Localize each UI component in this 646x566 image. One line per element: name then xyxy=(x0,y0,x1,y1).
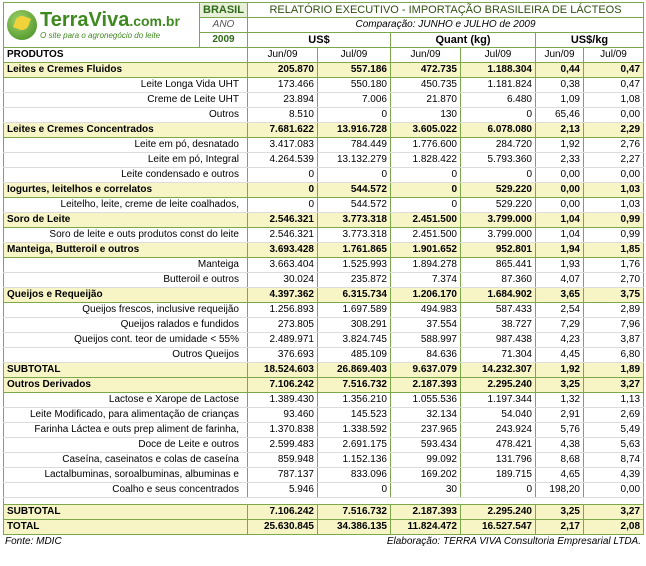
table-row xyxy=(4,168,644,183)
row-value: 3.773.318 xyxy=(318,228,391,243)
row-value: 1,94 xyxy=(536,243,584,258)
row-value: 30 xyxy=(391,483,461,498)
row-value: 7.681.622 xyxy=(248,123,318,138)
row-label: Outros Queijos xyxy=(4,348,248,363)
row-value: 485.109 xyxy=(318,348,391,363)
row-label: Outros xyxy=(4,108,248,123)
table-row xyxy=(4,483,644,498)
col-usdkg-header: US$/kg xyxy=(536,33,644,48)
table-row xyxy=(4,333,644,348)
row-value: 1,92 xyxy=(536,363,584,378)
row-value: 0,00 xyxy=(536,168,584,183)
row-value: 2.451.500 xyxy=(391,213,461,228)
row-value: 9.637.079 xyxy=(391,363,461,378)
row-value: 859.948 xyxy=(248,453,318,468)
row-value: 1.256.893 xyxy=(248,303,318,318)
row-value: 494.983 xyxy=(391,303,461,318)
row-value: 2,33 xyxy=(536,153,584,168)
row-value: 1.370.838 xyxy=(248,423,318,438)
row-label: Doce de Leite e outros xyxy=(4,438,248,453)
row-value: 2.489.971 xyxy=(248,333,318,348)
row-value: 1.055.536 xyxy=(391,393,461,408)
row-label: Manteiga, Butteroil e outros xyxy=(4,243,248,258)
row-value: 4,07 xyxy=(536,273,584,288)
row-value: 2.546.321 xyxy=(248,213,318,228)
row-value: 2,70 xyxy=(584,273,644,288)
row-value: 1.206.170 xyxy=(391,288,461,303)
table-row xyxy=(4,393,644,408)
row-value: 0,00 xyxy=(584,483,644,498)
row-value: 1,76 xyxy=(584,258,644,273)
row-value: 1.776.600 xyxy=(391,138,461,153)
row-value: 65,46 xyxy=(536,108,584,123)
row-value: 6.315.734 xyxy=(318,288,391,303)
table-row xyxy=(4,273,644,288)
row-value: 3.799.000 xyxy=(461,213,536,228)
row-value: 4,39 xyxy=(584,468,644,483)
row-label: TOTAL xyxy=(4,520,248,535)
row-label: Queijos ralados e fundidos xyxy=(4,318,248,333)
section-row xyxy=(4,213,644,228)
row-value: 2,29 xyxy=(584,123,644,138)
row-value: 23.894 xyxy=(248,93,318,108)
table-row xyxy=(4,198,644,213)
row-value: 1.684.902 xyxy=(461,288,536,303)
row-value: 21.870 xyxy=(391,93,461,108)
section-row xyxy=(4,183,644,198)
row-value: 550.180 xyxy=(318,78,391,93)
report-table xyxy=(3,2,644,535)
row-value: 14.232.307 xyxy=(461,363,536,378)
year-label: ANO xyxy=(200,18,248,33)
row-value: 2,27 xyxy=(584,153,644,168)
row-label: Leite em pó, Integral xyxy=(4,153,248,168)
country-label: BRASIL xyxy=(200,3,248,18)
row-value: 7.106.242 xyxy=(248,505,318,520)
row-value: 3.417.083 xyxy=(248,138,318,153)
row-value: 130 xyxy=(391,108,461,123)
row-value: 2.187.393 xyxy=(391,505,461,520)
row-value: 2.599.483 xyxy=(248,438,318,453)
row-value: 205.870 xyxy=(248,63,318,78)
row-value: 3,75 xyxy=(584,288,644,303)
row-value: 7.106.242 xyxy=(248,378,318,393)
col-usd-header: US$ xyxy=(248,33,391,48)
table-row xyxy=(4,423,644,438)
row-value: 3,27 xyxy=(584,378,644,393)
row-value: 235.872 xyxy=(318,273,391,288)
row-value: 3.605.022 xyxy=(391,123,461,138)
row-value: 376.693 xyxy=(248,348,318,363)
row-value: 7,96 xyxy=(584,318,644,333)
table-row xyxy=(4,153,644,168)
row-value: 0,38 xyxy=(536,78,584,93)
logo-brand: TerraViva xyxy=(40,9,130,31)
row-value: 5,63 xyxy=(584,438,644,453)
row-value: 71.304 xyxy=(461,348,536,363)
row-value: 1.697.589 xyxy=(318,303,391,318)
row-label: Butteroil e outros xyxy=(4,273,248,288)
row-value: 4,38 xyxy=(536,438,584,453)
row-value: 243.924 xyxy=(461,423,536,438)
row-value: 0 xyxy=(391,198,461,213)
row-value: 32.134 xyxy=(391,408,461,423)
row-value: 99.092 xyxy=(391,453,461,468)
row-value: 1.197.344 xyxy=(461,393,536,408)
row-label: Leite Modificado, para alimentação de crianças xyxy=(4,408,248,423)
row-value: 54.040 xyxy=(461,408,536,423)
row-value: 189.715 xyxy=(461,468,536,483)
row-value: 3,65 xyxy=(536,288,584,303)
row-value: 0,00 xyxy=(536,183,584,198)
report-title: RELATÓRIO EXECUTIVO - IMPORTAÇÃO BRASILEIRA DE LÁCTEOS xyxy=(248,3,644,18)
row-value: 1,13 xyxy=(584,393,644,408)
table-row xyxy=(4,438,644,453)
row-value: 3,25 xyxy=(536,378,584,393)
row-label: Caseína, caseinatos e colas de caseína xyxy=(4,453,248,468)
row-value: 0 xyxy=(391,168,461,183)
table-row xyxy=(4,78,644,93)
row-value: 987.438 xyxy=(461,333,536,348)
table-row xyxy=(4,318,644,333)
row-label: Leite em pó, desnatado xyxy=(4,138,248,153)
row-value: 38.727 xyxy=(461,318,536,333)
footer-credit: Elaboração: TERRA VIVA Consultoria Empresarial LTDA. xyxy=(386,536,641,547)
row-value: 3,27 xyxy=(584,505,644,520)
row-value: 529.220 xyxy=(461,198,536,213)
row-value: 0 xyxy=(248,183,318,198)
row-value: 25.630.845 xyxy=(248,520,318,535)
row-value: 472.735 xyxy=(391,63,461,78)
footer xyxy=(3,535,643,548)
row-value: 2,17 xyxy=(536,520,584,535)
row-value: 0 xyxy=(461,168,536,183)
row-value: 1.901.652 xyxy=(391,243,461,258)
table-row xyxy=(4,138,644,153)
row-value: 1.338.592 xyxy=(318,423,391,438)
row-value: 2,54 xyxy=(536,303,584,318)
row-value: 1.894.278 xyxy=(391,258,461,273)
row-value: 2,08 xyxy=(584,520,644,535)
leaf-icon xyxy=(7,10,37,40)
section-row xyxy=(4,63,644,78)
section-row xyxy=(4,378,644,393)
period-header: Jul/09 xyxy=(584,48,644,63)
row-value: 478.421 xyxy=(461,438,536,453)
row-value: 2.691.175 xyxy=(318,438,391,453)
row-value: 0 xyxy=(248,198,318,213)
row-value: 7.374 xyxy=(391,273,461,288)
row-value: 7,29 xyxy=(536,318,584,333)
row-value: 6.480 xyxy=(461,93,536,108)
row-value: 0,00 xyxy=(584,108,644,123)
row-value: 273.805 xyxy=(248,318,318,333)
row-value: 6.078.080 xyxy=(461,123,536,138)
section-row xyxy=(4,243,644,258)
table-row xyxy=(4,408,644,423)
row-label: Queijos frescos, inclusive requeijão xyxy=(4,303,248,318)
row-value: 0,99 xyxy=(584,228,644,243)
row-value: 0,99 xyxy=(584,213,644,228)
row-value: 544.572 xyxy=(318,183,391,198)
row-label: Leites e Cremes Fluidos xyxy=(4,63,248,78)
spacer-cell xyxy=(4,498,644,505)
row-label: Leite condensado e outros xyxy=(4,168,248,183)
row-value: 7.516.732 xyxy=(318,505,391,520)
row-label: Queijos cont. teor de umidade < 55% xyxy=(4,333,248,348)
row-value: 8.510 xyxy=(248,108,318,123)
row-value: 3,25 xyxy=(536,505,584,520)
report-subtitle: Comparação: JUNHO e JULHO de 2009 xyxy=(248,18,644,33)
row-value: 30.024 xyxy=(248,273,318,288)
row-value: 587.433 xyxy=(461,303,536,318)
row-value: 529.220 xyxy=(461,183,536,198)
table-row xyxy=(4,258,644,273)
row-value: 1,85 xyxy=(584,243,644,258)
row-value: 1,32 xyxy=(536,393,584,408)
row-value: 787.137 xyxy=(248,468,318,483)
row-value: 3.663.404 xyxy=(248,258,318,273)
row-value: 87.360 xyxy=(461,273,536,288)
row-value: 1,03 xyxy=(584,183,644,198)
row-value: 2,13 xyxy=(536,123,584,138)
row-value: 2,76 xyxy=(584,138,644,153)
row-label: Queijos e Requeijão xyxy=(4,288,248,303)
row-value: 0 xyxy=(461,108,536,123)
row-value: 2.546.321 xyxy=(248,228,318,243)
row-value: 1,04 xyxy=(536,213,584,228)
logo-tagline: O site para o agronegócio do leite xyxy=(40,31,161,40)
row-value: 4.264.539 xyxy=(248,153,318,168)
row-label: Leite Longa Vida UHT xyxy=(4,78,248,93)
row-value: 5.946 xyxy=(248,483,318,498)
subtotal-row xyxy=(4,363,644,378)
row-label: SUBTOTAL xyxy=(4,363,248,378)
row-value: 4.397.362 xyxy=(248,288,318,303)
row-value: 3.773.318 xyxy=(318,213,391,228)
row-value: 2.295.240 xyxy=(461,378,536,393)
row-value: 1.188.304 xyxy=(461,63,536,78)
row-value: 4,23 xyxy=(536,333,584,348)
row-value: 26.869.403 xyxy=(318,363,391,378)
row-value: 7.516.732 xyxy=(318,378,391,393)
period-header: Jun/09 xyxy=(391,48,461,63)
spacer-row xyxy=(4,498,644,505)
row-value: 237.965 xyxy=(391,423,461,438)
period-header: Jun/09 xyxy=(248,48,318,63)
table-row xyxy=(4,468,644,483)
row-value: 0 xyxy=(391,183,461,198)
row-value: 4,65 xyxy=(536,468,584,483)
row-value: 0,47 xyxy=(584,63,644,78)
row-value: 7.006 xyxy=(318,93,391,108)
row-value: 3.693.428 xyxy=(248,243,318,258)
row-label: Iogurtes, leitelhos e correlatos xyxy=(4,183,248,198)
row-value: 1.761.865 xyxy=(318,243,391,258)
row-value: 1,03 xyxy=(584,198,644,213)
row-value: 0 xyxy=(461,483,536,498)
table-row xyxy=(4,453,644,468)
row-value: 1.525.993 xyxy=(318,258,391,273)
row-label: Coalho e seus concentrados xyxy=(4,483,248,498)
row-value: 3.824.745 xyxy=(318,333,391,348)
row-value: 84.636 xyxy=(391,348,461,363)
row-value: 1.828.422 xyxy=(391,153,461,168)
row-value: 0 xyxy=(318,168,391,183)
row-value: 1,92 xyxy=(536,138,584,153)
table-row xyxy=(4,228,644,243)
row-value: 1,04 xyxy=(536,228,584,243)
row-label: Soro de leite e outs produtos const do leite xyxy=(4,228,248,243)
row-value: 34.386.135 xyxy=(318,520,391,535)
row-value: 2,69 xyxy=(584,408,644,423)
col-quant-header: Quant (kg) xyxy=(391,33,536,48)
row-value: 5.793.360 xyxy=(461,153,536,168)
row-label: SUBTOTAL xyxy=(4,505,248,520)
row-value: 2.295.240 xyxy=(461,505,536,520)
row-label: Lactalbuminas, soroalbuminas, albuminas e xyxy=(4,468,248,483)
row-value: 3,87 xyxy=(584,333,644,348)
row-value: 11.824.472 xyxy=(391,520,461,535)
row-value: 1,89 xyxy=(584,363,644,378)
row-label: Lactose e Xarope de Lactose xyxy=(4,393,248,408)
row-value: 13.132.279 xyxy=(318,153,391,168)
row-value: 544.572 xyxy=(318,198,391,213)
row-value: 6,80 xyxy=(584,348,644,363)
row-value: 1,93 xyxy=(536,258,584,273)
row-value: 131.796 xyxy=(461,453,536,468)
row-value: 1.181.824 xyxy=(461,78,536,93)
row-value: 8,68 xyxy=(536,453,584,468)
year-value: 2009 xyxy=(200,33,248,48)
row-value: 5,49 xyxy=(584,423,644,438)
footer-source: Fonte: MDIC xyxy=(5,536,62,547)
table-row xyxy=(4,108,644,123)
row-value: 0 xyxy=(248,168,318,183)
row-value: 0 xyxy=(318,108,391,123)
row-value: 13.916.728 xyxy=(318,123,391,138)
row-value: 198,20 xyxy=(536,483,584,498)
row-value: 588.997 xyxy=(391,333,461,348)
row-value: 2,89 xyxy=(584,303,644,318)
row-value: 0,44 xyxy=(536,63,584,78)
row-value: 16.527.547 xyxy=(461,520,536,535)
total-row xyxy=(4,520,644,535)
row-value: 1.389.430 xyxy=(248,393,318,408)
row-value: 145.523 xyxy=(318,408,391,423)
table-row xyxy=(4,93,644,108)
row-value: 833.096 xyxy=(318,468,391,483)
row-value: 37.554 xyxy=(391,318,461,333)
row-value: 784.449 xyxy=(318,138,391,153)
row-value: 1.356.210 xyxy=(318,393,391,408)
logo xyxy=(4,3,200,48)
row-value: 169.202 xyxy=(391,468,461,483)
row-value: 18.524.603 xyxy=(248,363,318,378)
row-value: 284.720 xyxy=(461,138,536,153)
products-header: PRODUTOS xyxy=(4,48,248,63)
row-value: 450.735 xyxy=(391,78,461,93)
row-value: 4,45 xyxy=(536,348,584,363)
period-header: Jun/09 xyxy=(536,48,584,63)
row-label: Soro de Leite xyxy=(4,213,248,228)
row-value: 865.441 xyxy=(461,258,536,273)
report-page xyxy=(3,2,643,548)
row-value: 1.152.136 xyxy=(318,453,391,468)
row-label: Farinha Láctea e outs prep aliment de farinha, xyxy=(4,423,248,438)
row-value: 0,00 xyxy=(536,198,584,213)
row-value: 93.460 xyxy=(248,408,318,423)
row-value: 952.801 xyxy=(461,243,536,258)
row-value: 173.466 xyxy=(248,78,318,93)
row-label: Leitelho, leite, creme de leite coalhados, xyxy=(4,198,248,213)
row-value: 3.799.000 xyxy=(461,228,536,243)
row-value: 2.187.393 xyxy=(391,378,461,393)
row-value: 308.291 xyxy=(318,318,391,333)
row-value: 0,00 xyxy=(584,168,644,183)
row-value: 8,74 xyxy=(584,453,644,468)
period-header: Jul/09 xyxy=(318,48,391,63)
period-header: Jul/09 xyxy=(461,48,536,63)
row-value: 2,91 xyxy=(536,408,584,423)
row-value: 0 xyxy=(318,483,391,498)
row-value: 593.434 xyxy=(391,438,461,453)
row-value: 0,47 xyxy=(584,78,644,93)
table-row xyxy=(4,348,644,363)
row-value: 2.451.500 xyxy=(391,228,461,243)
section-row xyxy=(4,288,644,303)
row-label: Leites e Cremes Concentrados xyxy=(4,123,248,138)
row-value: 557.186 xyxy=(318,63,391,78)
row-value: 5,76 xyxy=(536,423,584,438)
row-label: Creme de Leite UHT xyxy=(4,93,248,108)
subtotal-row xyxy=(4,505,644,520)
row-value: 1,09 xyxy=(536,93,584,108)
row-value: 1,08 xyxy=(584,93,644,108)
table-row xyxy=(4,303,644,318)
row-label: Outros Derivados xyxy=(4,378,248,393)
row-label: Manteiga xyxy=(4,258,248,273)
section-row xyxy=(4,123,644,138)
logo-domain: .com.br xyxy=(129,13,180,29)
